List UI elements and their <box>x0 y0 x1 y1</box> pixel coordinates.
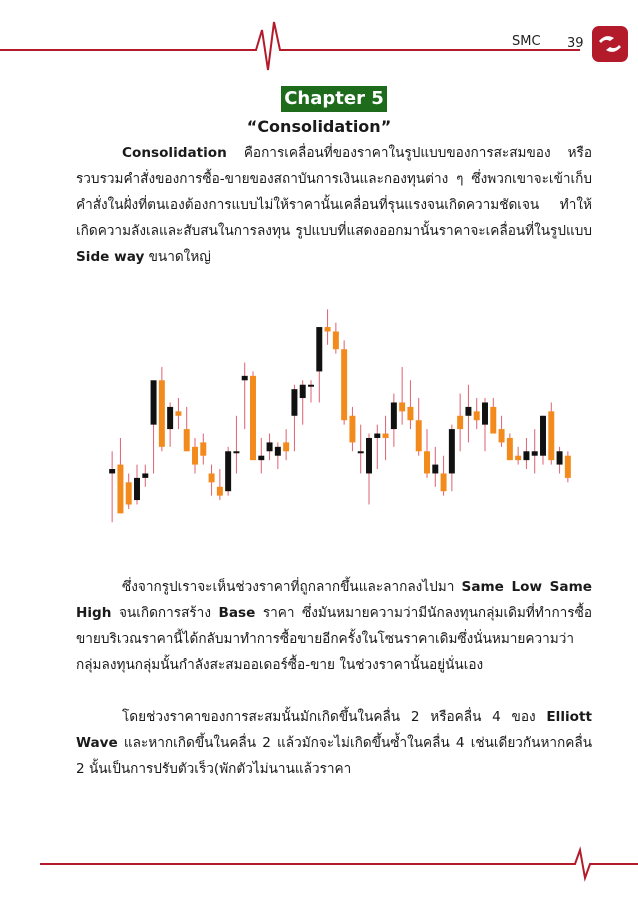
hands-logo-icon <box>592 26 628 62</box>
candle-body-up <box>300 385 306 398</box>
candle-body-up <box>366 438 372 473</box>
candle-body-down <box>126 482 132 504</box>
candle-body-down <box>217 487 223 496</box>
paragraph-text: ราคา ซึ่งมันหมายความว่ามีนักลงทุนกลุ่มเดิมที่ทำการซื้อขายบริเวณราคานี้ได้กลับมาทำการซื้อขายอีกครั้งในโซนราคาเดิมซึ่งนั่นหมายความว่ากลุ่มลงทุนกลุ่มนั้นกำลังสะสมออเดอร์ซื้อ-ขาย ในช่วงราคานั้นอยู่นั่นเอง <box>76 605 592 673</box>
candle-body-up <box>358 451 364 453</box>
candle-body-down <box>283 442 289 451</box>
candle-body-down <box>399 402 405 411</box>
candle-body-up <box>233 451 239 453</box>
candle-body-down <box>159 380 165 447</box>
candle-body-down <box>383 434 389 438</box>
candle-body-down <box>192 447 198 465</box>
candle-body-down <box>175 411 181 415</box>
candle-body-down <box>457 416 463 429</box>
candle-body-up <box>465 407 471 416</box>
candle-body-down <box>565 456 571 478</box>
candle-body-up <box>316 327 322 371</box>
candle-body-down <box>416 420 422 451</box>
candle-body-down <box>200 442 206 455</box>
candle-body-down <box>441 473 447 491</box>
header-heartbeat-line <box>0 22 580 70</box>
candle-body-up <box>134 478 140 500</box>
candle-body-up <box>242 376 248 380</box>
candle-body-up <box>432 465 438 474</box>
candle-body-up <box>275 447 281 456</box>
footer-heartbeat-line <box>40 850 638 878</box>
candle-body-up <box>391 402 397 429</box>
header-label: SMC <box>512 34 541 49</box>
paragraph-text: โดยช่วงราคาของการสะสมนั้นมักเกิดขึ้นในคลื่น 2 หรือคลื่น 4 ของ <box>122 709 547 725</box>
candle-body-down <box>507 438 513 460</box>
candle-body-up <box>258 456 264 460</box>
paragraph-text: ซึ่งจากรูปเราจะเห็นช่วงราคาที่ถูกลากขึ้นและลากลงไปมา <box>122 579 462 595</box>
candle-body-down <box>548 411 554 460</box>
term-base: Base <box>218 605 256 621</box>
candle-body-down <box>209 473 215 482</box>
candle-body-down <box>184 429 190 451</box>
candle-body-up <box>374 434 380 438</box>
paragraph-base <box>76 574 592 678</box>
page-number: 39 <box>567 36 584 51</box>
candle-body-down <box>349 416 355 443</box>
candle-body-up <box>482 402 488 424</box>
candle-body-down <box>424 451 430 473</box>
candle-body-up <box>225 451 231 491</box>
candle-body-down <box>499 429 505 442</box>
candle-body-down <box>117 465 123 514</box>
candle-body-up <box>167 407 173 429</box>
footer-decoration <box>0 838 638 888</box>
candle-body-down <box>250 376 256 460</box>
paragraph-text: และหากเกิดขึ้นในคลื่น 2 แล้วมักจะไม่เกิดขึ้นซ้ำในคลื่น 4 เช่นเดียวกันหากคลื่น 2 นั้นเป็นการปรับตัวเร็ว(พักตัวไม่นานแล้วราคา <box>76 735 592 777</box>
candle-body-up <box>449 429 455 473</box>
candle-body-up <box>540 416 546 456</box>
candle-body-up <box>291 389 297 416</box>
candle-body-down <box>515 456 521 460</box>
candle-body-up <box>308 385 314 387</box>
candle-body-down <box>474 411 480 420</box>
term-same-low-same-high: Same Low Same High <box>76 579 592 621</box>
candle-body-down <box>490 407 496 434</box>
paragraph-text: จนเกิดการสร้าง <box>111 605 219 621</box>
candle-body-down <box>407 407 413 420</box>
paragraph-text: ขนาดใหญ่ <box>144 249 211 265</box>
candle-body-down <box>341 349 347 420</box>
candle-body-up <box>109 469 115 473</box>
header-decoration <box>0 0 638 80</box>
candle-body-up <box>523 451 529 460</box>
candle-body-down <box>325 327 331 331</box>
term-consolidation: Consolidation <box>122 145 227 161</box>
candle-body-up <box>267 442 273 451</box>
chapter-badge: Chapter 5 <box>281 86 387 112</box>
candle-body-up <box>151 380 157 424</box>
candle-body-down <box>333 331 339 349</box>
term-elliott-wave: Elliott Wave <box>76 709 592 751</box>
candle-body-up <box>532 451 538 455</box>
candle-body-up <box>142 473 148 477</box>
candle-body-up <box>557 451 563 464</box>
paragraph-consolidation <box>76 140 592 270</box>
paragraph-elliott <box>76 704 592 782</box>
candlestick-chart <box>100 290 580 550</box>
chapter-subtitle: “Consolidation” <box>246 117 392 136</box>
term-side-way: Side way <box>76 249 145 265</box>
paragraph-text: คือการเคลื่อนที่ของราคาในรูปแบบของการสะสมของ หรือรวบรวมคำสั่งของการซื้อ-ขายของสถาบันการเงินและกองทุนต่าง ๆ ซึ่งพวกเขาจะเข้าเก็บคำสั่งในฝั่งที่ตนเองต้องการแบบไม่ให้ราคานั้นเคลื่อนที่รุนแรงจนเกิดความชัดเจน ทำให้เกิดความลังเลและสับสนในการลงทุน รูปแบบที่แสดงออกมานั้นราคาจะเคลื่อนที่ในรูปแบบ <box>76 145 592 239</box>
